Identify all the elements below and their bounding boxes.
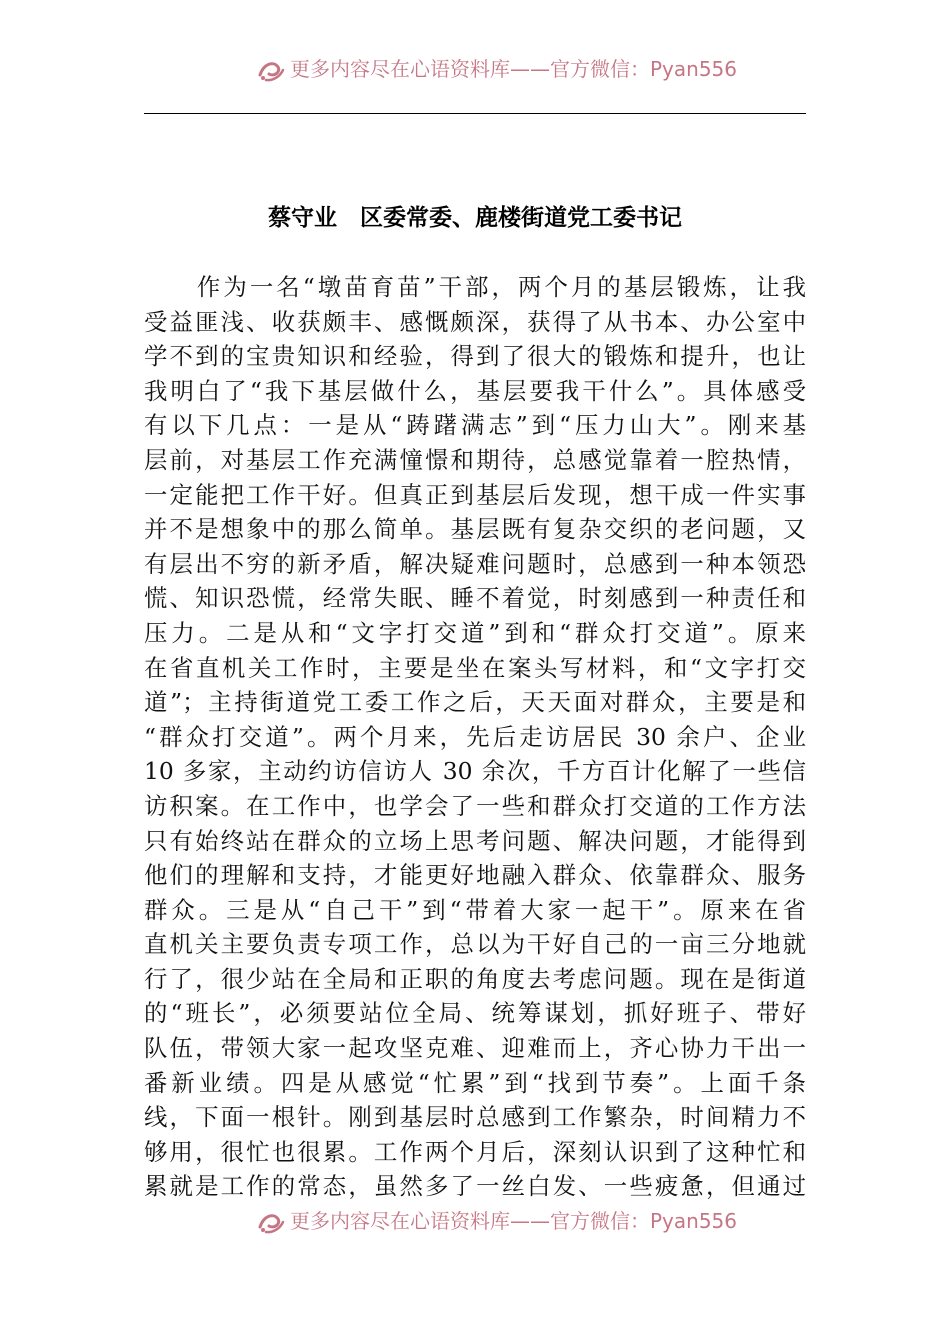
body-line: 直机关主要负责专项工作，总以为干好自己的一亩三分地就: [144, 930, 806, 959]
body-line: 他们的理解和支持，才能更好地融入群众、依靠群众、服务: [144, 861, 806, 890]
swirl-logo-icon: [256, 1211, 286, 1235]
body-line: 一定能把工作干好。但真正到基层后发现，想干成一件实事: [144, 480, 806, 509]
body-line: 队伍，带领大家一起攻坚克难、迎难而上，齐心协力干出一: [144, 1034, 806, 1063]
body-line: 有层出不穷的新矛盾，解决疑难问题时，总感到一种本领恐: [144, 549, 806, 578]
body-line: 访积案。在工作中，也学会了一些和群众打交道的工作方法: [144, 791, 806, 820]
document-body: [144, 270, 806, 1204]
body-line: 受益匪浅、收获颇丰、感慨颇深，获得了从书本、办公室中: [144, 307, 806, 336]
body-line: 番新业绩。四是从感觉“忙累”到“找到节奏”。上面千条: [144, 1068, 806, 1097]
body-line: 有以下几点：一是从“踌躇满志”到“压力山大”。刚来基: [144, 411, 806, 440]
body-line: 学不到的宝贵知识和经验，得到了很大的锻炼和提升，也让: [144, 342, 806, 371]
document-title: 蔡守业 区委常委、鹿楼街道党工委书记: [268, 204, 682, 231]
footer-watermark: [256, 1204, 737, 1238]
body-line: 并不是想象中的那么简单。基层既有复杂交织的老问题，又: [144, 515, 806, 544]
body-line: 线，下面一根针。刚到基层时总感到工作繁杂，时间精力不: [144, 1103, 806, 1132]
body-line: 累就是工作的常态，虽然多了一丝白发、一些疲惫，但通过: [144, 1172, 806, 1201]
header-watermark: [256, 52, 737, 86]
body-line: 的“班长”，必须要站位全局、统筹谋划，抓好班子、带好: [144, 999, 806, 1028]
swirl-logo-icon: [256, 59, 286, 83]
body-line: 层前，对基层工作充满憧憬和期待，总感觉靠着一腔热情，: [144, 445, 806, 474]
footer-watermark-text: 更多内容尽在心语资料库——官方微信：Pyan556: [290, 1209, 738, 1233]
body-line: 我明白了“我下基层做什么，基层要我干什么”。具体感受: [144, 376, 806, 405]
body-line: 在省直机关工作时，主要是坐在案头写材料，和“文字打交: [144, 653, 806, 682]
body-line: 够用，很忙也很累。工作两个月后，深刻认识到了这种忙和: [144, 1137, 806, 1166]
body-line: 作为一名“墩苗育苗”干部，两个月的基层锻炼，让我: [144, 273, 806, 301]
body-line: 只有始终站在群众的立场上思考问题、解决问题，才能得到: [144, 826, 806, 855]
body-line: 行了，很少站在全局和正职的角度去考虑问题。现在是街道: [144, 964, 806, 993]
body-line: 10 多家，主动约访信访人 30 余次，千方百计化解了一些信: [144, 757, 806, 786]
body-line: 压力。二是从和“文字打交道”到和“群众打交道”。原来: [144, 618, 806, 647]
body-line: 慌、知识恐慌，经常失眠、睡不着觉，时刻感到一种责任和: [144, 584, 806, 613]
body-line: 道”；主持街道党工委工作之后，天天面对群众，主要是和: [144, 688, 806, 717]
header-watermark-text: 更多内容尽在心语资料库——官方微信：Pyan556: [290, 57, 738, 81]
body-line: “群众打交道”。两个月来，先后走访居民 30 余户、企业: [144, 722, 806, 751]
header-rule: [144, 113, 806, 114]
body-line: 群众。三是从“自己干”到“带着大家一起干”。原来在省: [144, 895, 806, 924]
